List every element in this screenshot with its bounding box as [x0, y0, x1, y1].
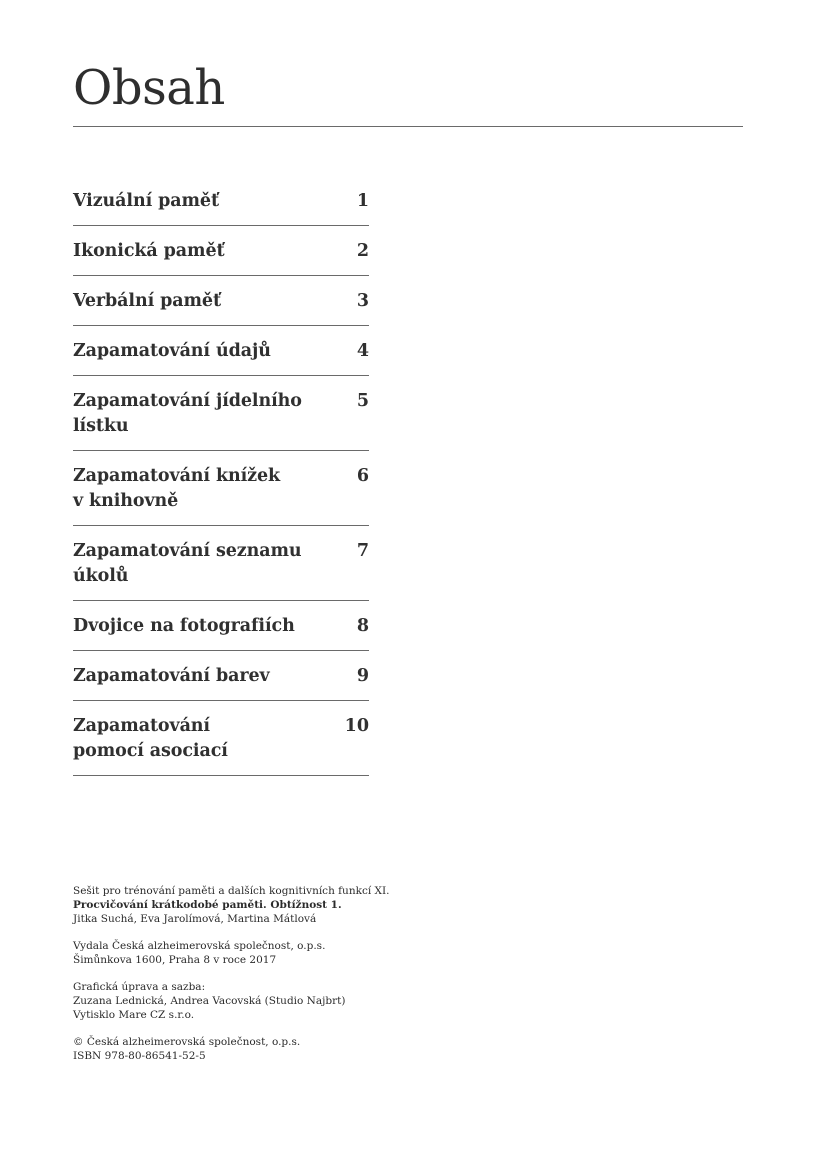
toc-item-title	[73, 464, 328, 514]
page-title: Obsah	[73, 60, 225, 116]
colophon-copyright: © Česká alzheimerovská společnost, o.p.s.	[73, 1036, 301, 1048]
toc-item-5[interactable]	[73, 376, 369, 451]
title-divider	[73, 126, 743, 127]
colophon-isbn: ISBN 978-80-86541-52-5	[73, 1050, 206, 1062]
colophon-printer: Vytisklo Mare CZ s.r.o.	[73, 1009, 195, 1021]
toc-item-title	[73, 539, 328, 589]
toc-item-title-line: Zapamatování	[73, 716, 210, 736]
toc-item-10[interactable]	[73, 701, 369, 776]
toc-item-title-line: úkolů	[73, 566, 129, 586]
table-of-contents	[73, 176, 369, 776]
toc-item-title-line: lístku	[73, 416, 129, 436]
toc-item-page: 4	[356, 341, 369, 361]
toc-item-title	[73, 389, 328, 439]
toc-item-8[interactable]	[73, 601, 369, 651]
colophon-rights	[73, 1035, 493, 1063]
toc-item-page: 3	[356, 291, 369, 311]
colophon-authors: Jitka Suchá, Eva Jarolímová, Martina Mátlová	[73, 913, 317, 925]
toc-item-page: 5	[356, 391, 369, 411]
toc-item-page: 1	[356, 191, 369, 211]
toc-item-title: Zapamatování údajů	[73, 341, 271, 361]
toc-item-title-line: Zapamatování knížek	[73, 466, 281, 486]
toc-item-4[interactable]	[73, 326, 369, 376]
toc-item-7[interactable]	[73, 526, 369, 601]
toc-item-title: Zapamatování barev	[73, 666, 270, 686]
toc-item-page: 10	[344, 716, 369, 736]
toc-item-title: Dvojice na fotografiích	[73, 616, 295, 636]
toc-item-page: 7	[356, 541, 369, 561]
toc-item-6[interactable]	[73, 451, 369, 526]
colophon-publisher	[73, 939, 493, 967]
colophon-subtitle: Procvičování krátkodobé paměti. Obtížnost 1.	[73, 899, 342, 911]
toc-item-title-line: pomocí asociací	[73, 741, 228, 761]
toc-item-2[interactable]	[73, 226, 369, 276]
toc-item-page: 9	[356, 666, 369, 686]
toc-item-1[interactable]	[73, 176, 369, 226]
colophon-design	[73, 980, 493, 1022]
toc-item-9[interactable]	[73, 651, 369, 701]
toc-item-title-line: Zapamatování jídelního	[73, 391, 302, 411]
toc-item-3[interactable]	[73, 276, 369, 326]
toc-item-title	[73, 714, 328, 764]
toc-item-title: Verbální paměť	[73, 291, 221, 311]
toc-item-page: 8	[356, 616, 369, 636]
colophon-publisher-line: Vydala Česká alzheimerovská společnost, o.p.s.	[73, 940, 326, 952]
toc-item-title-line: v knihovně	[73, 491, 179, 511]
toc-item-title: Vizuální paměť	[73, 191, 219, 211]
colophon-publication	[73, 884, 493, 926]
toc-item-page: 2	[356, 241, 369, 261]
toc-item-title: Ikonická paměť	[73, 241, 225, 261]
colophon-design-label: Grafická úprava a sazba:	[73, 981, 206, 993]
toc-item-page: 6	[356, 466, 369, 486]
toc-item-title-line: Zapamatování seznamu	[73, 541, 302, 561]
colophon	[73, 884, 493, 1076]
colophon-designers: Zuzana Lednická, Andrea Vacovská (Studio Najbrt)	[73, 995, 346, 1007]
colophon-publisher-address: Šimůnkova 1600, Praha 8 v roce 2017	[73, 954, 277, 966]
colophon-series: Sešit pro trénování paměti a dalších kognitivních funkcí XI.	[73, 885, 390, 897]
